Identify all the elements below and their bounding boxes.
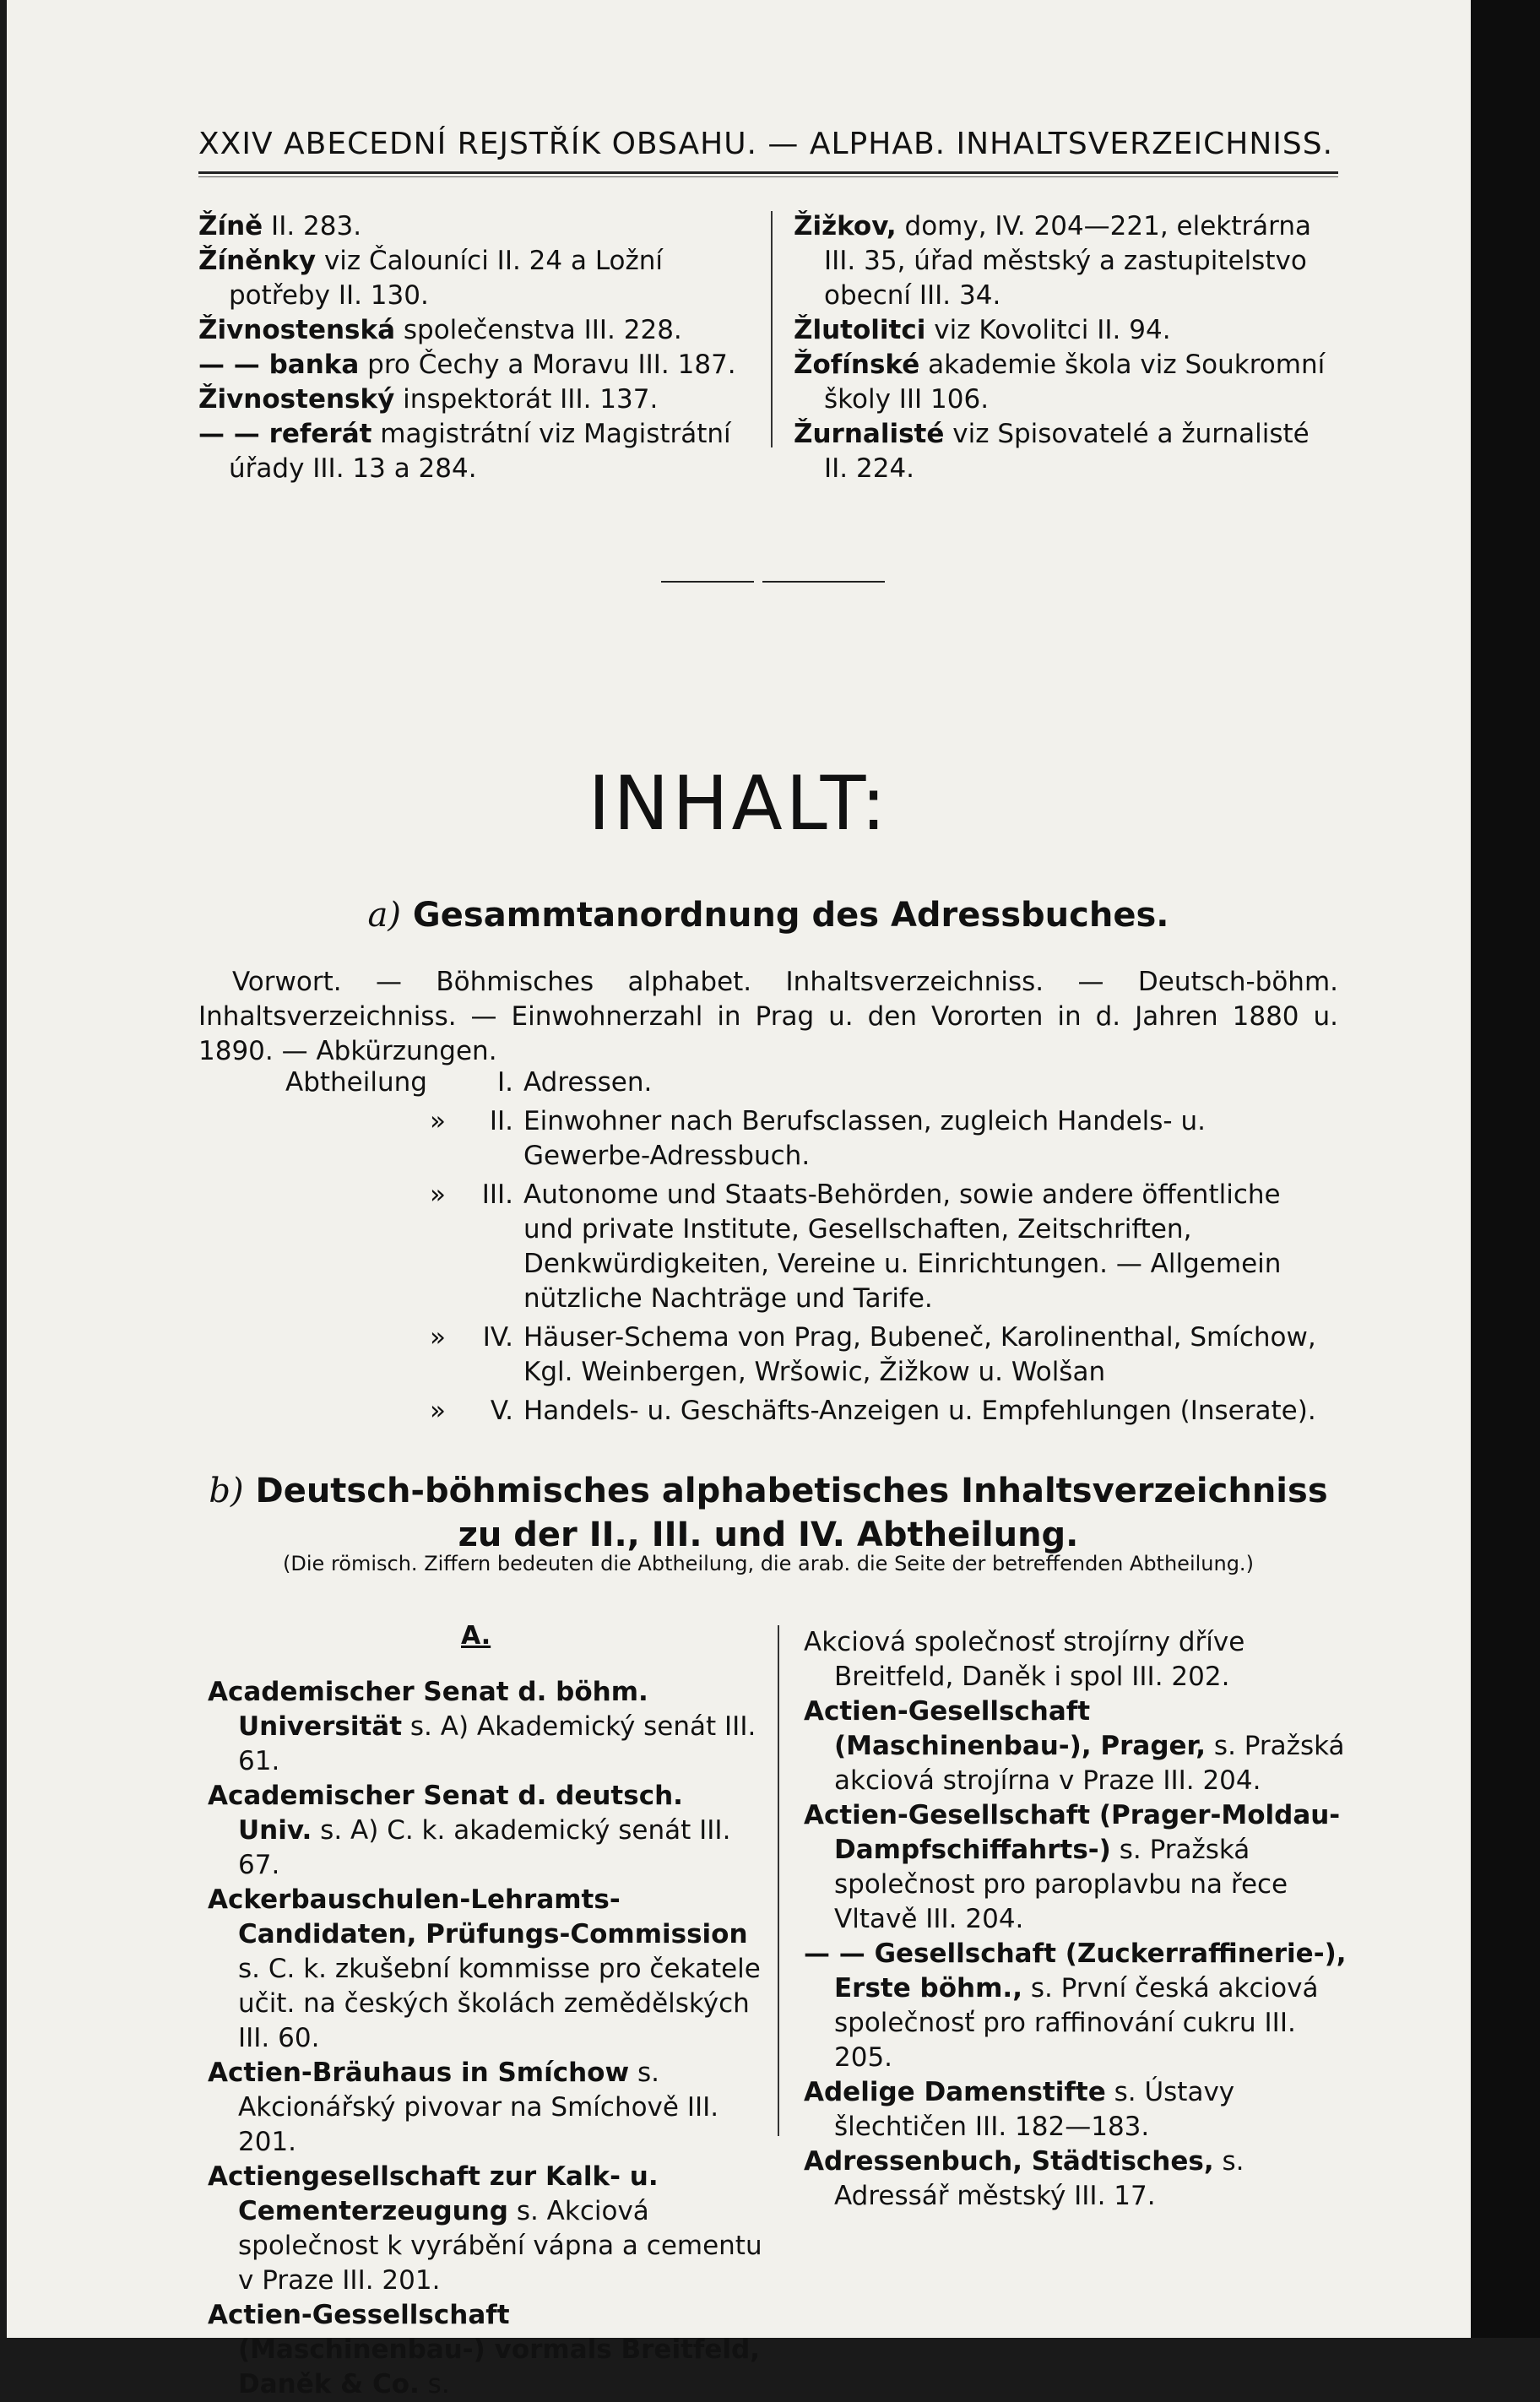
section-rule-left: [661, 581, 754, 583]
entry-reference: s. Akciová společnost k vyrábění vápna a cementu v Praze III. 201.: [238, 2196, 762, 2296]
section-rule-right: [762, 581, 885, 583]
index-entry: [804, 1694, 1348, 1798]
entry-reference: společenstva III. 228.: [395, 315, 682, 345]
entry-reference: s. Akcionářský pivovar na Smíchově III. 201.: [238, 2058, 719, 2157]
entry-reference: s.: [419, 2369, 450, 2399]
index-entry: [794, 348, 1338, 417]
abtheilung-number: V.: [490, 1396, 513, 1426]
index-column-bottom-right: [804, 1625, 1348, 2214]
entry-headword: Actien-Gessellschaft (Maschinenbau-) vormals Breitfeld, Daněk & Co.: [208, 2300, 761, 2399]
abtheilung-label: »: [430, 1106, 446, 1136]
entry-reference: viz Spisovatelé a žurnalisté II. 224.: [824, 419, 1310, 484]
intro-text: Vorwort. — Böhmisches alphabet. Inhaltsverzeichniss. — Deutsch-böhm. Inhaltsverzeichniss. — Einwohnerzahl in Prag u. den Vororten in d. Jahren 1880 u. 1890. — Abkürzungen.: [198, 967, 1338, 1066]
abtheilung-row: [285, 1065, 1338, 1104]
index-column-bottom-left: [208, 1675, 765, 2402]
entry-reference: s. C. k. zkušební kommisse pro čekatele učit. na českých školách zemědělských III. 60.: [238, 1954, 761, 2053]
entry-headword: Actien-Gesellschaft (Prager-Moldau-Dampfschiffahrts-): [804, 1800, 1341, 1865]
entry-reference: Akciová společnosť strojírny dříve Breitfeld, Daněk i spol III. 202.: [804, 1627, 1245, 1692]
book-page: [7, 0, 1471, 2399]
entry-reference: domy, IV. 204—221, elektrárna III. 35, úřad městský a zastupitelstvo obecní III. 34.: [824, 211, 1311, 311]
abtheilung-row: [285, 1178, 1338, 1320]
entry-reference: viz Čalouníci II. 24 a Ložní potřeby II. 130.: [229, 246, 664, 311]
entry-headword: — — referát: [198, 419, 372, 449]
entry-headword: Žižkov,: [794, 211, 897, 241]
entry-headword: Žofínské: [794, 350, 920, 380]
entry-reference: pro Čechy a Moravu III. 187.: [359, 350, 736, 380]
entry-headword: Živnostenský: [198, 384, 395, 415]
abtheilung-label: »: [430, 1396, 446, 1426]
index-entry: [804, 2144, 1348, 2214]
index-column-top-right: [794, 209, 1338, 486]
abtheilung-row: [285, 1320, 1338, 1394]
contents-title: INHALT:: [588, 760, 890, 847]
entry-reference: s. Pražská akciová strojírna v Praze III. 204.: [834, 1731, 1345, 1796]
abtheilung-label: Abtheilung: [285, 1067, 427, 1098]
section-b-text: Deutsch-böhmisches alphabetisches Inhaltsverzeichniss zu der II., III. und IV. Abtheilung.: [255, 1472, 1328, 1554]
section-a-marker: a): [367, 896, 401, 935]
entry-headword: — — Gesellschaft (Zuckerraffinerie-), Erste böhm.,: [804, 1938, 1347, 2003]
section-a-heading: [198, 893, 1338, 937]
entry-headword: Actiengesellschaft zur Kalk- u. Cementerzeugung: [208, 2161, 659, 2226]
entry-reference: inspektorát III. 137.: [394, 384, 659, 415]
entry-headword: Adelige Damenstifte: [804, 2077, 1106, 2107]
index-column-top-left: [198, 209, 746, 486]
letter-heading: A.: [461, 1621, 491, 1651]
column-divider-bottom: [778, 1625, 779, 2136]
abtheilung-description: Handels- u. Geschäfts-Anzeigen u. Empfehlungen (Inserate).: [523, 1396, 1316, 1426]
index-entry: [804, 1798, 1348, 1937]
index-entry: [208, 1883, 765, 2056]
index-entry: [804, 1937, 1348, 2075]
entry-headword: Academischer Senat d. böhm. Universität: [208, 1677, 648, 1742]
entry-headword: — — banka: [198, 350, 360, 380]
abtheilung-number: III.: [481, 1179, 513, 1210]
index-entry: [198, 348, 746, 382]
index-entry: [794, 313, 1338, 348]
entry-reference: s. První česká akciová společnosť pro raffinování cukru III. 205.: [834, 1973, 1319, 2073]
entry-headword: Adressenbuch, Städtisches,: [804, 2146, 1214, 2177]
index-entry: [198, 417, 746, 486]
entry-reference: viz Kovolitci II. 94.: [925, 315, 1171, 345]
header-rule: [198, 171, 1338, 174]
entry-headword: Actien-Bräuhaus in Smíchow: [208, 2058, 630, 2088]
abtheilung-row: [285, 1394, 1338, 1433]
abtheilung-row: [285, 1104, 1338, 1178]
abtheilung-number: IV.: [482, 1322, 513, 1353]
section-a-text: Gesammtanordnung des Adressbuches.: [412, 896, 1169, 935]
abtheilung-list: [285, 1065, 1338, 1433]
entry-reference: s. A) C. k. akademický senát III. 67.: [238, 1815, 731, 1880]
running-header: XXIV ABECEDNÍ REJSTŘÍK OBSAHU. — ALPHAB. INHALTSVERZEICHNISS.: [198, 127, 1334, 161]
index-entry: [804, 2075, 1348, 2144]
entry-reference: s. A) Akademický senát III. 61.: [238, 1711, 756, 1776]
numbering-note: (Die römisch. Ziffern bedeuten die Abtheilung, die arab. die Seite der betreffenden Abtheilung.): [283, 1552, 1254, 1575]
index-entry: [794, 209, 1338, 313]
header-rule-thin: [198, 176, 1338, 177]
index-entry: [208, 1779, 765, 1883]
abtheilung-number: II.: [489, 1106, 513, 1136]
abtheilung-description: Adressen.: [523, 1067, 653, 1098]
entry-headword: Žíně: [198, 211, 263, 241]
entry-reference: s. Ústavy šlechtičen III. 182—183.: [834, 2077, 1235, 2142]
book-spine-edge: [1471, 0, 1540, 2338]
index-entry: [198, 382, 746, 417]
index-entry: [208, 2056, 765, 2160]
entry-reference: akademie škola viz Soukromní školy III 106.: [824, 350, 1326, 415]
index-entry: [198, 313, 746, 348]
index-entry: [208, 2298, 765, 2402]
index-entry: [198, 209, 746, 244]
index-entry: [794, 417, 1338, 486]
section-b-marker: b): [209, 1472, 244, 1510]
index-entry: [208, 1675, 765, 1779]
abtheilung-number: I.: [497, 1067, 513, 1098]
entry-headword: Žlutolitci: [794, 315, 926, 345]
entry-headword: Živnostenská: [198, 315, 396, 345]
abtheilung-description: Autonome und Staats-Behörden, sowie andere öffentliche und private Institute, Gesellschaften, Zeitschriften, Denkwürdigkeiten, Vereine u. Einrichtungen. — Allgemein nützliche Nachträge und Tarife.: [523, 1179, 1282, 1314]
entry-headword: Actien-Gesellschaft (Maschinenbau-), Prager,: [804, 1696, 1207, 1761]
index-entry: [804, 1625, 1348, 1694]
entry-reference: magistrátní viz Magistrátní úřady III. 13 a 284.: [229, 419, 731, 484]
entry-headword: Academischer Senat d. deutsch. Univ.: [208, 1781, 683, 1846]
column-divider: [771, 211, 773, 447]
entry-headword: Žíněnky: [198, 246, 317, 276]
abtheilung-label: »: [430, 1322, 446, 1353]
index-entry: [198, 244, 746, 313]
entry-reference: s. Pražská společnost pro paroplavbu na řece Vltavě III. 204.: [834, 1835, 1288, 1934]
abtheilung-description: Häuser-Schema von Prag, Bubeneč, Karolinenthal, Smíchow, Kgl. Weinbergen, Wršowic, Žižkow u. Wolšan: [523, 1322, 1316, 1387]
entry-headword: Ackerbauschulen-Lehramts-Candidaten, Prüfungs-Commission: [208, 1884, 748, 1949]
abtheilung-label: »: [430, 1179, 446, 1210]
intro-paragraph: [198, 965, 1338, 1069]
abtheilung-description: Einwohner nach Berufsclassen, zugleich Handels- u. Gewerbe-Adressbuch.: [523, 1106, 1206, 1171]
entry-reference: s. Adressář městský III. 17.: [834, 2146, 1244, 2211]
section-b-heading: [198, 1469, 1338, 1557]
index-entry: [208, 2160, 765, 2298]
entry-reference: II. 283.: [263, 211, 362, 241]
entry-headword: Žurnalisté: [794, 419, 945, 449]
